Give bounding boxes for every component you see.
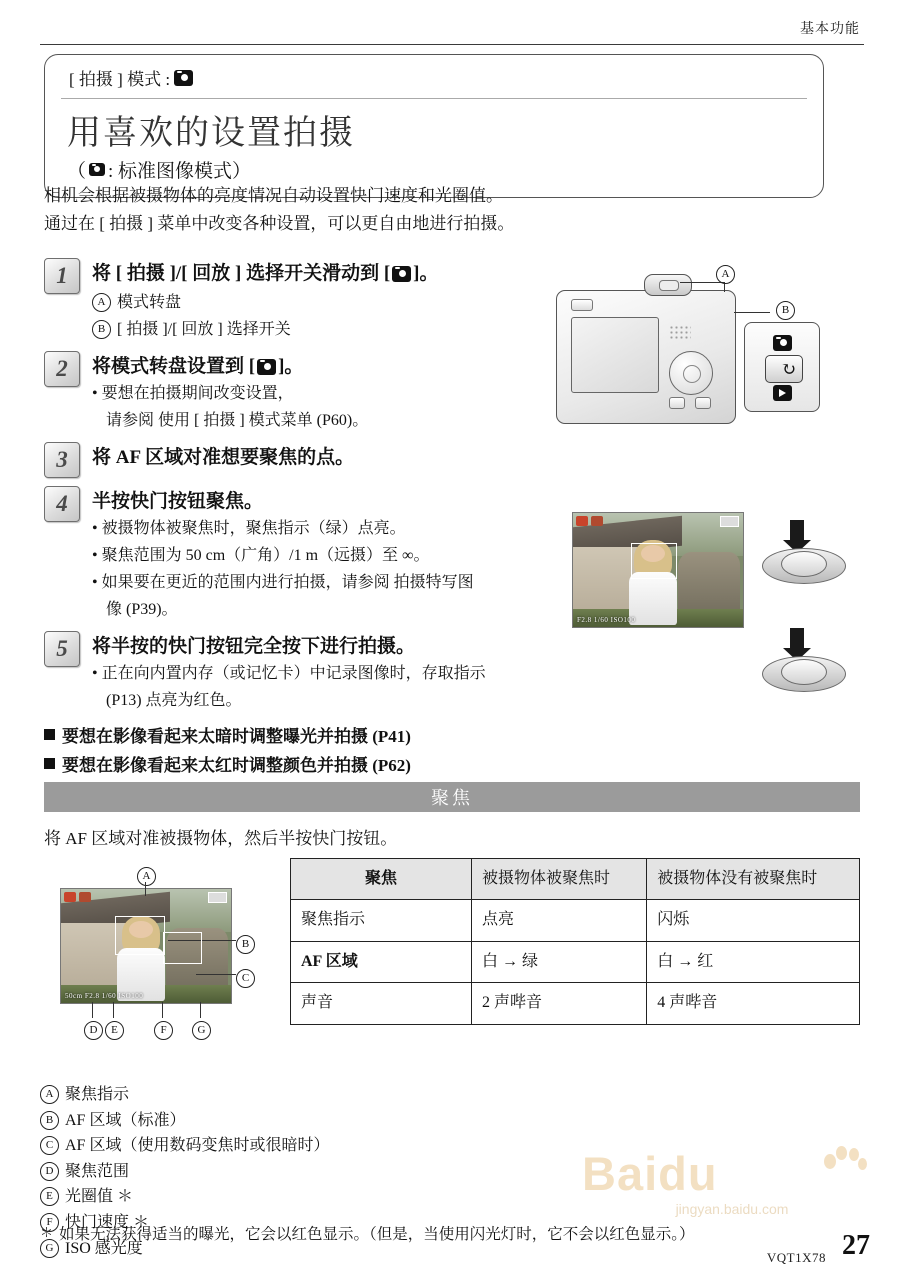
camera-dpad-icon [669, 351, 713, 395]
marker-a: A [92, 293, 111, 312]
shutter-half-press-illustration [760, 520, 846, 586]
legend-text: ISO 感光度 [65, 1239, 143, 1257]
callout-e: E [105, 1021, 124, 1040]
footnote-text: 如果无法获得适当的曝光，它会以红色显示。（但是，当使用闪光灯时，它不会以红色显示。） [59, 1226, 695, 1243]
table-header-1: 被摄物体被聚焦时 [472, 859, 647, 900]
step-title-pre: 将模式转盘设置到 [ [92, 355, 256, 377]
table-row [291, 900, 860, 941]
step-title: 将半按的快门按钮完全按下进行拍摄。 [92, 635, 416, 657]
legend-item [40, 1108, 329, 1134]
battery-osd-icon [720, 516, 739, 527]
step-bullet: • 如果要在更近的范围内进行拍摄，请参阅 拍摄特写图 [92, 574, 474, 592]
row-label: AF 区域 [291, 941, 472, 982]
camera-illustration [548, 268, 868, 458]
camera-mode-icon [174, 70, 193, 86]
footnote-star: ＊ [40, 1225, 54, 1240]
footnote [40, 1222, 695, 1244]
callout-e-leader [113, 1002, 114, 1018]
marker-a-callout: A [716, 265, 735, 284]
step-title [92, 260, 564, 288]
section-note: 将 AF 区域对准被摄物体，然后半按快门按钮。 [44, 829, 398, 848]
camera-mode-icon [392, 266, 411, 282]
legend-text: 聚焦指示 [65, 1086, 130, 1103]
camera-lcd-screen [571, 317, 659, 393]
mode-line [61, 65, 807, 90]
rec-mode-osd-icon [576, 516, 588, 526]
shutter-value: 1/60 [101, 992, 117, 1000]
table-body [291, 900, 860, 1024]
mode-label: [ 拍摄 ] 模式 : [69, 70, 171, 89]
callout-c-leader [196, 974, 236, 975]
step-bullet: 像 (P39)。 [106, 600, 178, 618]
photo-osd-top [576, 516, 603, 526]
step-body [92, 258, 564, 343]
table-header-2: 被摄物体没有被聚焦时 [647, 859, 860, 900]
af-area-frame-digital-zoom [163, 932, 202, 964]
watermark-subtext: jingyan.baidu.com [675, 1201, 789, 1217]
leader-line-b [734, 312, 770, 313]
page-subtitle [61, 156, 807, 183]
step-1 [44, 258, 564, 343]
page-title: 用喜欢的设置拍摄 [67, 115, 355, 152]
camera-speaker-grille-icon [669, 325, 691, 341]
intro-line-1: 相机会根据被摄物体的亮度情况自动设置快门速度和光圈值。 [44, 186, 503, 205]
playback-mode-icon [773, 385, 792, 401]
focus-range-value: 50cm [65, 992, 83, 1000]
rec-mode-icon [773, 335, 792, 351]
marker-f: F [40, 1213, 59, 1232]
marker-g: G [40, 1239, 59, 1258]
step-number: 1 [44, 258, 80, 294]
step-bullet: • 正在向内置内存（或记忆卡）中记录图像时，存取指示 [92, 665, 486, 683]
page-number: 27 [842, 1230, 870, 1261]
row-cell-focused: 白 → 绿 [472, 941, 647, 982]
callout-f: F [154, 1021, 173, 1040]
focus-sample-photo [60, 888, 232, 1004]
camera-button-menu [695, 397, 711, 409]
section-bar-focus: 聚焦 [44, 782, 860, 812]
row-cell-unfocused: 闪烁 [647, 900, 860, 941]
step-title: 半按快门按钮聚焦。 [92, 490, 264, 512]
callout-f-leader [162, 1002, 163, 1018]
row-cell-unfocused: 白 → 红 [647, 941, 860, 982]
step-body [92, 486, 564, 623]
step-bullet: 请参阅 使用 [ 拍摄 ] 模式菜单 (P60)。 [106, 412, 369, 430]
marker-a-text: 模式转盘 [117, 293, 182, 311]
focus-indication-table [290, 858, 860, 1025]
row-label: 声音 [291, 983, 472, 1024]
step-title: 将 AF 区域对准想要聚焦的点。 [92, 446, 355, 468]
callout-b: B [236, 935, 255, 954]
step-body [92, 442, 564, 478]
rec-mode-osd-icon [64, 892, 76, 902]
marker-e: E [40, 1187, 59, 1206]
callout-c: C [236, 969, 255, 988]
photo-subject-body [629, 572, 677, 624]
step-5 [44, 631, 564, 714]
photo-osd-top [64, 892, 91, 902]
callout-g: G [192, 1021, 211, 1040]
camera-mode-dial [644, 274, 692, 296]
legend-item [40, 1133, 329, 1159]
camera-back-body [556, 290, 736, 424]
step-body [92, 631, 564, 714]
step-title-post: ]。 [278, 355, 304, 377]
legend-text: 光圈值 ＊ [65, 1188, 134, 1206]
step-bullet: • 要想在拍摄期间改变设置， [92, 385, 294, 403]
square-bullet-icon [44, 758, 55, 769]
step-bullet: • 聚焦范围为 50 cm（广角）/1 m（远摄）至 ∞。 [92, 547, 430, 565]
legend-text: 聚焦范围 [65, 1162, 130, 1180]
marker-b: B [40, 1111, 59, 1130]
aperture-value: F2.8 [84, 992, 100, 1000]
intro-paragraph [44, 182, 844, 238]
legend-text: AF 区域（标准） [65, 1111, 186, 1129]
watermark-text: Baidu [582, 1147, 718, 1200]
sub-heading-text: 要想在影像看起来太红时调整颜色并拍摄 (P62) [62, 755, 411, 775]
step-number: 4 [44, 486, 80, 522]
camera-mode-icon [257, 359, 276, 375]
af-area-frame [631, 543, 677, 579]
step-number: 5 [44, 631, 80, 667]
intro-line-2: 通过在 [ 拍摄 ] 菜单中改变各种设置，可以更自由地进行拍摄。 [44, 214, 515, 234]
shutter-ring-inner [781, 659, 827, 685]
camera-button-left-top [571, 299, 593, 311]
table-row [291, 983, 860, 1024]
press-arrow-icon [790, 628, 804, 650]
marker-a: A [40, 1085, 59, 1104]
shutter-value: 1/60 [593, 616, 609, 624]
callout-a: A [137, 867, 156, 886]
title-divider [61, 98, 807, 99]
step-ref-b [92, 317, 564, 343]
af-area-frame-standard [115, 916, 165, 954]
square-bullet-icon [44, 729, 55, 740]
table-header-0: 聚焦 [291, 859, 472, 900]
rec-playback-switch-detail [744, 322, 820, 412]
leader-line-a [680, 282, 724, 283]
press-arrow-icon [790, 520, 804, 542]
step-2 [44, 351, 564, 434]
table-row [291, 941, 860, 982]
row-cell-unfocused: 4 声哔音 [647, 983, 860, 1024]
photo-osd-bottom [577, 616, 635, 624]
step-bullet: • 被摄物体被聚焦时，聚焦指示（绿）点亮。 [92, 520, 406, 538]
legend-item [40, 1184, 329, 1210]
row-cell-focused: 2 声哔音 [472, 983, 647, 1024]
marker-b-callout: B [776, 301, 795, 320]
step-title-post: ]。 [413, 263, 439, 284]
callout-g-leader [200, 1002, 201, 1018]
marker-c: C [40, 1136, 59, 1155]
step-body [92, 351, 564, 434]
scene-osd-icon [79, 892, 91, 902]
legend-item [40, 1159, 329, 1185]
switch-arrow-icon: ↻ [781, 359, 797, 379]
subtitle-suffix: : 标准图像模式） [108, 161, 252, 182]
shutter-full-press-illustration [760, 628, 846, 694]
legend-text: 快门速度 ＊ [65, 1213, 150, 1231]
step-4 [44, 486, 564, 623]
aperture-value: F2.8 [577, 616, 592, 624]
sample-photo-step4 [572, 512, 744, 628]
callout-d: D [84, 1021, 103, 1040]
table-head [291, 859, 860, 900]
title-box [44, 54, 824, 198]
photo-osd-bottom [65, 992, 143, 1000]
step-bullet: (P13) 点亮为红色。 [106, 691, 242, 709]
sub-heading-color [44, 751, 564, 776]
document-code: VQT1X78 [766, 1250, 826, 1265]
row-cell-focused: 点亮 [472, 900, 647, 941]
steps-list [44, 258, 564, 776]
table-header-row [291, 859, 860, 900]
shutter-ring-inner [781, 551, 827, 577]
camera-mode-icon-small [89, 163, 105, 176]
step-number: 3 [44, 442, 80, 478]
header-divider [40, 44, 864, 45]
sub-heading-exposure [44, 722, 564, 747]
legend-item [40, 1082, 329, 1108]
marker-b-text: [ 拍摄 ]/[ 回放 ] 选择开关 [117, 321, 291, 339]
marker-b: B [92, 320, 111, 339]
step-3 [44, 442, 564, 478]
iso-value: ISO100 [118, 992, 144, 1000]
marker-d: D [40, 1162, 59, 1181]
row-label: 聚焦指示 [291, 900, 472, 941]
sub-heading-text: 要想在影像看起来太暗时调整曝光并拍摄 (P41) [62, 726, 411, 746]
camera-button-display [669, 397, 685, 409]
callout-d-leader [92, 1002, 93, 1018]
callout-a-leader [145, 882, 146, 896]
step-number: 2 [44, 351, 80, 387]
step-title [92, 353, 564, 381]
step-ref-a [92, 290, 564, 316]
step-title-pre: 将 [ 拍摄 ]/[ 回放 ] 选择开关滑动到 [ [92, 263, 391, 284]
page-header-section: 基本功能 [800, 22, 860, 37]
paw-icon [822, 1144, 868, 1184]
iso-value: ISO100 [610, 616, 636, 624]
subtitle-prefix: （ [67, 161, 87, 182]
legend-text: AF 区域（使用数码变焦时或很暗时） [65, 1137, 330, 1155]
battery-osd-icon [208, 892, 227, 903]
scene-osd-icon [591, 516, 603, 526]
